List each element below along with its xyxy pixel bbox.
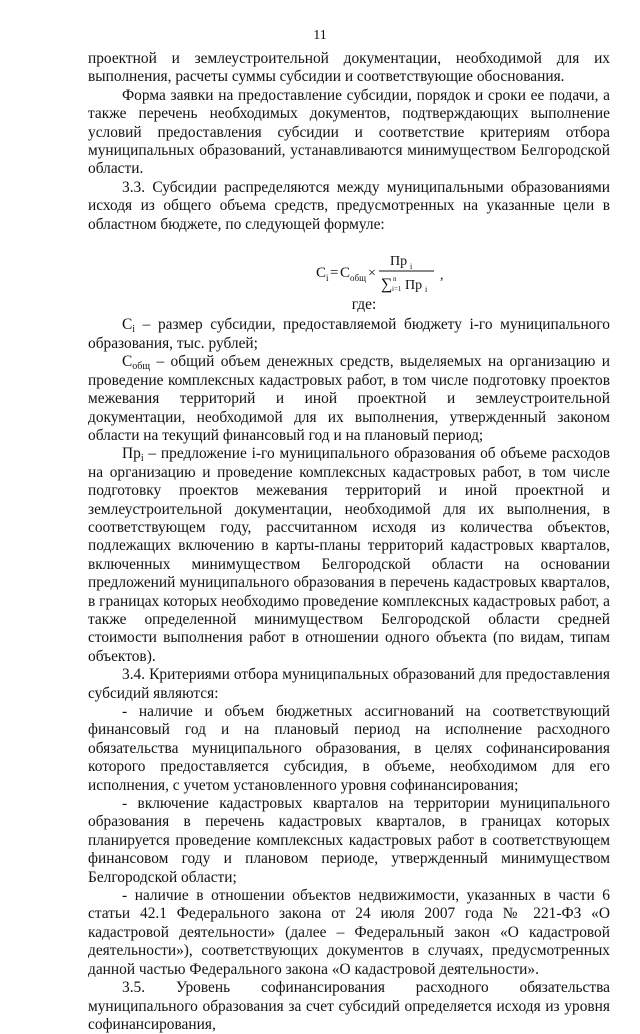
criterion-documents: - наличие в отношении объектов недвижимости, указанных в части 6 статьи 42.1 Федерального закона от 24 июля 2007 года № 221-ФЗ «О кадастровой деятельности» (далее – Федеральный закон «О кадастровой деятельности»), соответствующих документов в случаях, предусмотренных данной частью Федерального закона «О кадастровой деятельности». (88, 887, 610, 978)
where-label: где: (351, 296, 377, 314)
page-number: 11 (313, 28, 327, 43)
formula-graphic (316, 250, 456, 294)
formula-lhs-sub: i (326, 273, 329, 284)
def-cobsh-sub: общ (132, 361, 151, 373)
def-pri-sub: i (140, 453, 144, 465)
paragraph-3-5: 3.5. Уровень софинансирования расходного обязательства муниципального образования за счет субсидий определяется исходя из уровня софинансирования, (88, 979, 610, 1033)
document-body (88, 50, 610, 1034)
formula-sigma-bottom: i=1 (392, 285, 402, 294)
def-ci-text: – размер субсидии, предоставляемой бюджету i-го муниципального образования, тыс. рублей; (88, 316, 610, 352)
formula-equals: = (330, 265, 339, 282)
paragraph-application-form: Форма заявки на предоставление субсидии, порядок и сроки ее подачи, а также перечень необходимых документов, подтверждающих выполнение условий предоставления субсидии и соответствие критериям отбора муниципальных образований, устанавливаются минимуществом Белгородской области. (88, 86, 610, 178)
formula-total: C (340, 265, 351, 282)
def-ci-sub: i (132, 324, 136, 336)
formula-total-sub: общ (350, 273, 367, 284)
def-pri-text: – предложение i-го муниципального образования об объеме расходов на организацию и проведение комплексных кадастровых работ, в том числе подготовку проектов межевания территорий и иной проектной и землеустроительной документации, необходимой для их выполнения, в соответствующем году, рассчитанном исходя из количества объектов, подлежащих включению в карты-планы территорий кадастровых кварталов, включенных минимуществом Белгородской области на основании предложений муниципального образования в перечень кадастровых кварталов, в границах которых необходимо проведение комплексных кадастровых работ, а также определенной минимуществом Белгородской области средней стоимости выполнения работ в отношении одного объекта (по видам, типам объектов). (88, 445, 610, 665)
formula-lhs: C (316, 265, 327, 282)
formula-times: × (368, 266, 376, 282)
formula-numerator: Пр (390, 254, 408, 270)
paragraph-continuation: проектной и землеустроительной документации, необходимой для их выполнения, расчеты суммы субсидии и соответствующие обоснования. (88, 50, 610, 86)
formula-denominator-sub: i (425, 285, 428, 295)
def-ci-symbol: C (122, 316, 133, 334)
paragraph-3-3: 3.3. Субсидии распределяются между муниципальными образованиями исходя из общего объема средств, предусмотренных на указанные цели в областном бюджете, по следующей формуле: (88, 178, 610, 233)
formula-sigma-top: n (393, 275, 397, 284)
formula-numerator-sub: i (410, 262, 413, 272)
formula-denominator: Пр (405, 278, 423, 294)
definition-ci (88, 316, 610, 353)
definition-cobsh (88, 353, 610, 445)
def-cobsh-text: – общий объем денежных средств, выделяемых на организацию и проведение комплексных кадастровых работ, в том числе подготовку проектов межевания территорий и иной проектной и землеустроительной документации, необходимой для их выполнения, утвержденный законом области на текущий финансовый год и на плановый период; (88, 353, 610, 444)
subsidy-formula (88, 250, 610, 296)
def-pri-symbol: Пр (122, 445, 141, 463)
paragraph-3-4: 3.4. Критериями отбора муниципальных образований для предоставления субсидий являются: (88, 666, 610, 702)
criterion-quarters: - включение кадастровых кварталов на территории муниципального образования в перечень кадастровых кварталов, в границах которых планируется проведение комплексных кадастровых работ в соответствующем финансовом году и плановом периоде, утвержденный минимуществом Белгородской области; (88, 795, 610, 886)
definition-pri (88, 445, 610, 666)
criterion-budget: - наличие и объем бюджетных ассигнований на соответствующий финансовый год и на плановый период на исполнение расходного обязательства муниципального образования, в целях софинансирования которого предоставляется субсидия, в объеме, необходимом для его исполнения, с учетом установленного уровня софинансирования; (88, 703, 610, 794)
formula-comma: , (440, 268, 444, 284)
def-cobsh-symbol: C (122, 353, 133, 371)
formula-sigma: ∑ (381, 276, 393, 294)
